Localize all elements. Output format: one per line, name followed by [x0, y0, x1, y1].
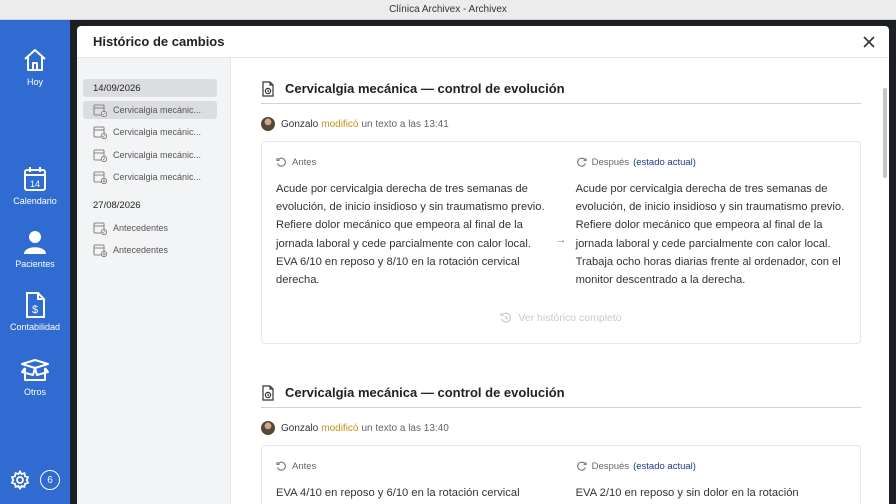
- change-action: modificó: [321, 118, 359, 130]
- close-icon: [863, 36, 875, 48]
- notification-badge[interactable]: 6: [40, 470, 60, 490]
- after-label: Después: [591, 460, 630, 472]
- change-user: Gonzalo: [281, 422, 319, 434]
- change-title-row: [261, 78, 861, 104]
- change-entry[interactable]: [83, 123, 217, 141]
- change-entry-label: Antecedentes: [113, 244, 169, 255]
- after-text: EVA 2/10 en reposo y sin dolor en la rotación: [575, 487, 799, 499]
- app-sidebar: [0, 20, 70, 504]
- change-user: Gonzalo: [281, 118, 319, 130]
- calendar-edit-icon: [93, 103, 107, 117]
- calendar-day: 14: [29, 179, 41, 189]
- sidebar-footer: [0, 470, 70, 490]
- scrollbar-thumb[interactable]: [883, 88, 887, 178]
- modal-header: [77, 26, 889, 58]
- modal-title: Histórico de cambios: [93, 34, 225, 49]
- diff-card: [261, 141, 861, 344]
- change-detail[interactable]: [231, 58, 889, 504]
- home-icon: [21, 46, 49, 74]
- change-entry-label: Cervicalgia mecánic...: [113, 149, 202, 160]
- before-label: Antes: [292, 156, 317, 168]
- diff-card: [261, 445, 861, 504]
- change-entry[interactable]: [83, 219, 217, 237]
- change-entry-label: Cervicalgia mecánic...: [113, 172, 202, 183]
- window-titlebar: [0, 0, 896, 20]
- nav-label-calendario: Calendario: [13, 196, 57, 206]
- calendar-add-icon: [93, 243, 107, 257]
- gear-icon[interactable]: [10, 470, 30, 490]
- view-full-history-link[interactable]: [262, 311, 860, 325]
- after-column: [576, 460, 846, 504]
- window-title: Clínica Archivex - Archivex: [389, 4, 507, 15]
- nav-item-hoy[interactable]: [0, 46, 70, 87]
- change-entry[interactable]: [83, 101, 217, 119]
- before-text: Acude por cervicalgia derecha de tres semanas de evolución, de inicio insidioso y sin traumatismo previo. Refiere dolor mecánico que empeora al final de la jornada laboral y cede parcialmente con calor local. EVA 6/10 en reposo y 8/10 en la rotación cervical derecha.: [276, 183, 545, 287]
- calendar-edit-icon: [93, 148, 107, 162]
- nav-item-otros[interactable]: [0, 356, 70, 397]
- person-icon: [22, 228, 48, 256]
- arrow-right-icon: →: [555, 234, 567, 246]
- nav-label-contabilidad: Contabilidad: [9, 322, 61, 332]
- change-block: [261, 382, 861, 504]
- change-title: Cervicalgia mecánica — control de evolución: [285, 385, 565, 400]
- nav-label-otros: Otros: [23, 387, 46, 397]
- calendar-icon: [22, 165, 48, 193]
- calendar-edit-icon: [93, 221, 107, 235]
- change-meta: [261, 421, 861, 435]
- change-entry[interactable]: [83, 168, 217, 186]
- current-state-label: (estado actual): [633, 460, 696, 472]
- change-entry-label: Cervicalgia mecánic...: [113, 105, 202, 115]
- history-icon: [500, 312, 512, 324]
- calendar-edit-icon: [93, 125, 107, 139]
- before-column: [276, 156, 546, 289]
- nav-item-contabilidad[interactable]: [0, 291, 70, 332]
- change-entry-label: Cervicalgia mecánic...: [113, 127, 202, 138]
- nav-label-pacientes: Pacientes: [15, 259, 55, 269]
- change-block: [261, 78, 861, 344]
- nav-item-calendario[interactable]: [0, 165, 70, 206]
- close-button[interactable]: [863, 36, 875, 48]
- change-entry[interactable]: [83, 146, 217, 164]
- before-column: [276, 460, 546, 504]
- change-detail-text: un texto a las 13:40: [361, 422, 449, 434]
- svg-text:$: $: [31, 304, 39, 316]
- document-history-icon: [261, 385, 275, 401]
- document-history-icon: [261, 81, 275, 97]
- change-title-row: [261, 382, 861, 408]
- change-list: [77, 58, 231, 504]
- before-text: EVA 4/10 en reposo y 6/10 en la rotación cervical: [276, 487, 520, 499]
- before-label: Antes: [292, 460, 317, 472]
- nav-label-hoy: Hoy: [26, 77, 43, 87]
- change-entry-label: Antecedentes: [113, 222, 169, 233]
- date-group-header[interactable]: 27/08/2026: [93, 200, 141, 212]
- after-text: Acude por cervicalgia derecha de tres semanas de evolución, de inicio insidioso y sin traumatismo previo. Refiere dolor mecánico que empeora al final de la jornada laboral y cede parcialmente con calor local. Trabaja ocho horas diarias frente al ordenador, con el monitor descentrado a la derecha.: [575, 183, 845, 287]
- nav-item-pacientes[interactable]: [0, 228, 70, 269]
- change-meta: [261, 117, 861, 131]
- avatar: [261, 421, 275, 435]
- avatar: [261, 117, 275, 131]
- history-modal: [77, 26, 889, 504]
- invoice-icon: [23, 291, 47, 319]
- change-action: modificó: [321, 422, 359, 434]
- undo-icon: [276, 461, 287, 472]
- current-state-label: (estado actual): [633, 156, 696, 168]
- change-detail-text: un texto a las 13:41: [361, 118, 449, 130]
- date-group-header[interactable]: 14/09/2026: [83, 79, 217, 97]
- after-label: Después: [591, 156, 630, 168]
- calendar-add-icon: [93, 170, 107, 184]
- refresh-icon: [576, 157, 587, 168]
- refresh-icon: [576, 461, 587, 472]
- change-title: Cervicalgia mecánica — control de evolución: [285, 81, 565, 96]
- undo-icon: [276, 157, 287, 168]
- box-icon: [20, 356, 50, 384]
- change-entry[interactable]: [83, 241, 217, 259]
- after-column: [576, 156, 846, 289]
- view-full-history-label: Ver histórico completo: [518, 312, 622, 325]
